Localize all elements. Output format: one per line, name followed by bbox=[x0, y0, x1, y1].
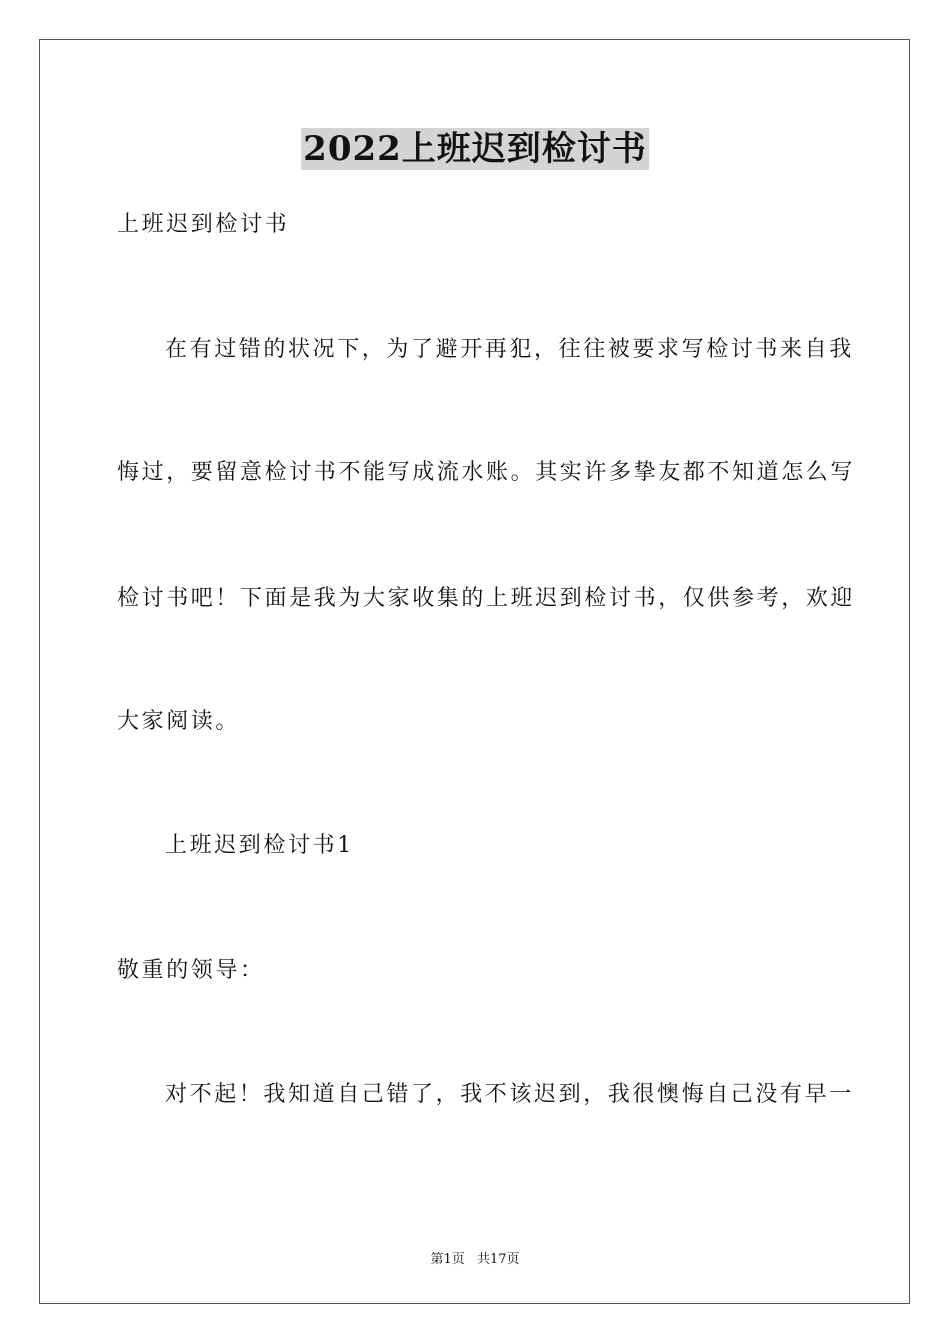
paragraph-line: 在有过错的状况下，为了避开再犯，往往被要求写检讨书来自我 bbox=[165, 337, 854, 362]
page-number: 第1页 bbox=[430, 1252, 465, 1267]
page-footer bbox=[0, 1248, 950, 1267]
body-line: 对不起！我知道自己错了，我不该迟到，我很懊悔自己没有早一 bbox=[165, 1082, 854, 1107]
paragraph-line: 悔过，要留意检讨书不能写成流水账。其实许多挚友都不知道怎么写 bbox=[117, 460, 856, 485]
salutation: 敬重的领导： bbox=[117, 958, 265, 983]
paragraph-line: 检讨书吧！下面是我为大家收集的上班迟到检讨书，仅供参考，欢迎 bbox=[117, 586, 856, 611]
paragraph-line: 大家阅读。 bbox=[117, 709, 241, 734]
section-heading: 上班迟到检讨书1 bbox=[165, 833, 354, 858]
document-title-block bbox=[0, 128, 950, 170]
document-title: 2022上班迟到检讨书 bbox=[303, 129, 647, 169]
subtitle: 上班迟到检讨书 bbox=[117, 212, 290, 237]
page-total: 共17页 bbox=[476, 1252, 520, 1267]
